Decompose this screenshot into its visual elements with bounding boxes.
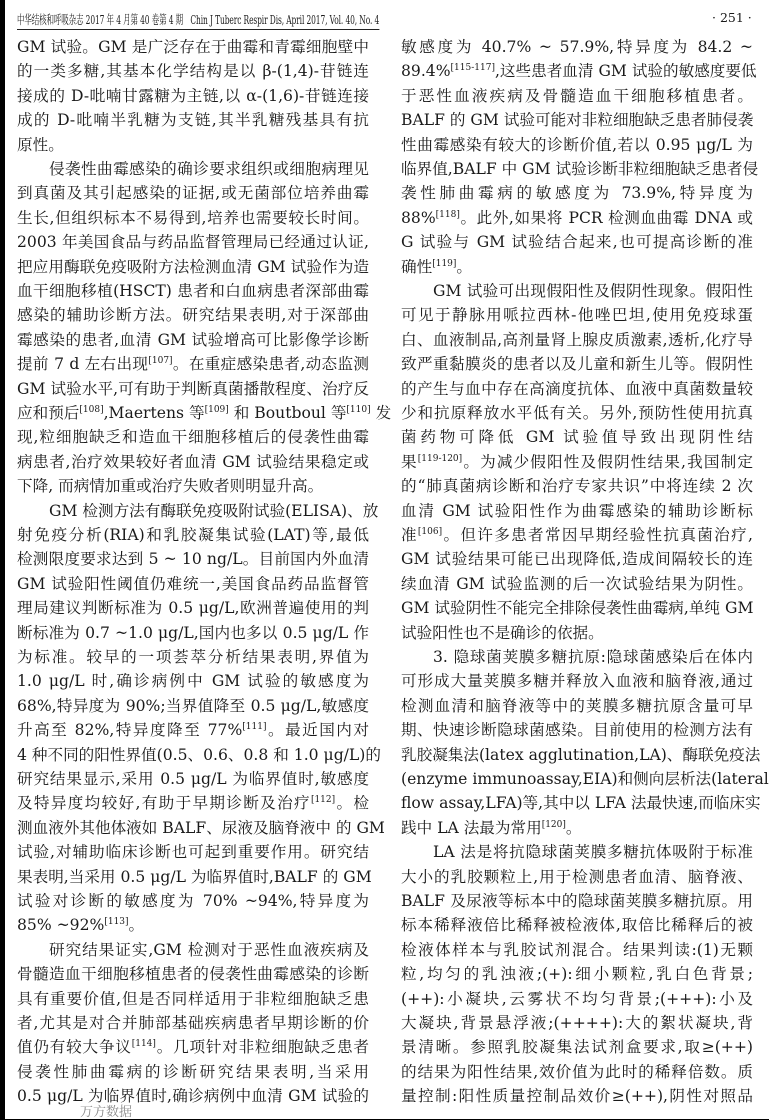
- text-run: 。在重症感染患者,动态监测: [172, 355, 369, 374]
- text-run: 果: [401, 452, 418, 471]
- text-run: 试验阳性也不是确诊的依据。: [401, 623, 604, 642]
- text-run: 。此外,如果将 PCR 检测血曲霉 DNA 或: [459, 208, 753, 227]
- text-run: 期、快速诊断隐球菌感染。目前使用的检测方法有: [401, 721, 753, 740]
- citation-reference: [113]: [104, 917, 129, 928]
- text-run: GM 试验水平,可有助于判断真菌播散程度、治疗反: [17, 379, 369, 398]
- text-run: 现,粒细胞缺乏和造血干细胞移植后的侵袭性曲霉: [17, 428, 369, 447]
- text-run: 1.0 μg/L 时,确诊病例中 GM 试验的敏感度为: [17, 672, 369, 691]
- text-line: [49, 940, 369, 960]
- text-run: 接成的 D-吡喃甘露糖为主链,以 α-(1,6)-苷链连接: [17, 86, 369, 105]
- text-line: [17, 354, 369, 374]
- text-line: [17, 476, 369, 496]
- text-run: 射免疫分析(RIA)和乳胶凝集试验(LAT)等,最低: [17, 526, 369, 544]
- text-run: (++):小凝块,云雾状不均匀背景;(+++):小及: [401, 989, 753, 1008]
- text-run: 检液体样本与乳胶试剂混合。结果判读:(1)无颗: [401, 940, 753, 959]
- text-line: [401, 964, 753, 984]
- text-line: [401, 379, 753, 399]
- text-line: [401, 501, 753, 521]
- text-run: 准: [401, 526, 418, 544]
- text-line: [401, 61, 757, 81]
- text-run: 。最近国内对: [266, 721, 369, 740]
- text-run: 菌药物可降低 GM 试验值导致出现阴性结: [401, 428, 753, 447]
- text-run: 景清晰。参照乳胶凝集法试剂盒要求,取≥(++): [401, 1038, 753, 1057]
- text-run: ,Maertens 等: [103, 404, 205, 422]
- page-number: · 251 ·: [712, 10, 752, 25]
- text-line: [401, 305, 753, 325]
- text-run: 4 种不同的阳性界值(0.5、0.6、0.8 和 1.0 μg/L)的: [17, 745, 381, 764]
- text-line: [401, 257, 753, 277]
- text-line: [401, 232, 753, 252]
- text-run: 。但许多患者常因早期经验性抗真菌治疗,: [442, 526, 753, 544]
- text-run: 可见于静脉用哌拉西林-他唑巴坦,使用免疫球蛋: [401, 306, 753, 325]
- text-line: [17, 793, 369, 813]
- text-run: 下降, 而病情加重或治疗失败者则明显升高。: [17, 477, 324, 496]
- text-line: [17, 964, 369, 984]
- text-line: [401, 745, 761, 765]
- text-line: [401, 86, 753, 106]
- text-line: [401, 915, 753, 935]
- text-line: [17, 379, 369, 399]
- text-line: [17, 452, 369, 472]
- text-line: [401, 867, 753, 887]
- text-line: [17, 232, 369, 252]
- text-line: [401, 208, 753, 228]
- text-line: [401, 598, 753, 618]
- text-run: 量控制:阳性质量控制品效价≥(++),阴性对照品: [401, 1087, 753, 1106]
- text-run: BALF 的 GM 试验可能对非粒细胞缺乏患者肺侵袭: [401, 111, 754, 130]
- text-run: GM 试验阴性不能完全排除侵袭性曲霉病,单纯 GM: [401, 599, 754, 618]
- text-line: [433, 281, 753, 301]
- text-run: 大凝块,背景悬浮液;(++++):大的絮状凝块,背: [401, 1014, 753, 1032]
- text-run: 的一类多糖,其基本化学结构是以 β-(1,4)-苷链连: [17, 62, 369, 81]
- text-line: [17, 61, 369, 81]
- text-line: [401, 354, 753, 374]
- running-header: 中华结核和呼吸杂志 2017 年 4 月第 40 卷第 4 期 Chin J Tuberc Respir Dis, April 2017, Vol. 40, No. 4: [17, 10, 379, 30]
- text-run: 的“肺真菌病诊断和治疗专家共识”中将连续 2 次: [401, 477, 753, 496]
- text-run: 续血清 GM 试验监测的后一次试验结果为阴性。: [401, 574, 753, 593]
- text-run: 乳胶凝集法(latex agglutination,LA)、酶联免疫法: [401, 745, 761, 764]
- text-line: [17, 1037, 369, 1057]
- text-line: [17, 720, 369, 740]
- citation-reference: [119]: [432, 258, 457, 269]
- text-line: [17, 135, 369, 155]
- text-run: 试验对诊断的敏感度为 70% ~94%,特异度为: [17, 892, 369, 910]
- text-run: 霉感染的患者,血清 GM 试验增高可比影像学诊断: [17, 330, 369, 349]
- text-run: 和 Boutboul 等: [228, 404, 347, 422]
- text-line: [17, 549, 369, 569]
- text-line: [17, 305, 369, 325]
- text-run: 研究结果证实,GM 检测对于恶性血液疾病及: [49, 940, 369, 959]
- text-line: [17, 696, 369, 716]
- text-run: 粒,均匀的乳浊液;(+):细小颗粒,乳白色背景;: [401, 965, 753, 984]
- text-run: 。几项针对非粒细胞缺乏患者: [155, 1038, 369, 1057]
- text-line: [401, 818, 753, 838]
- text-run: 成的 D-吡喃半乳糖为支链,其半乳糖残基具有抗: [17, 111, 369, 130]
- text-line: [401, 525, 753, 545]
- text-line: [401, 549, 753, 569]
- text-run: 把应用酶联免疫吸附方法检测血清 GM 试验作为造: [17, 257, 369, 276]
- text-run: 。: [456, 257, 473, 276]
- text-run: GM 检测方法有酶联免疫吸附试验(ELISA)、放: [49, 501, 379, 520]
- text-run: 检测限度要求达到 5 ~ 10 ng/L。目前国内外血清: [17, 550, 369, 569]
- citation-reference: [106]: [417, 527, 443, 537]
- text-line: [17, 208, 369, 228]
- text-line: [17, 647, 369, 667]
- text-run: 血清 GM 试验阳性作为曲霉感染的辅助诊断标: [401, 501, 753, 520]
- text-run: 病患者,治疗效果较好者血清 GM 试验结果稳定或: [17, 452, 369, 471]
- text-line: [401, 1062, 753, 1082]
- text-run: 89.4%: [401, 62, 451, 81]
- text-line: [17, 403, 392, 423]
- text-run: 为标准。较早的一项荟萃分析结果表明,界值为: [17, 648, 369, 666]
- text-run: 。: [128, 916, 145, 935]
- text-run: GM 试验。GM 是广泛存在于曲霉和青霉细胞壁中: [17, 38, 369, 56]
- text-line: [17, 183, 369, 203]
- text-line: [17, 86, 369, 106]
- text-run: 应和预后: [17, 404, 80, 422]
- text-run: 。: [565, 818, 582, 837]
- text-line: [17, 281, 369, 301]
- citation-reference: [114]: [131, 1039, 156, 1050]
- text-line: [401, 720, 753, 740]
- text-line: [17, 915, 369, 935]
- scan-border-left: [0, 0, 5, 1120]
- text-run: 发: [370, 404, 392, 422]
- text-line: [401, 671, 753, 691]
- text-line: [17, 110, 369, 130]
- text-line: [49, 501, 379, 521]
- text-run: 于恶性血液疾病及骨髓造血干细胞移植患者。: [401, 86, 753, 105]
- text-line: [17, 891, 369, 911]
- text-line: [433, 842, 753, 862]
- text-run: 。为减少假阳性及假阴性结果,我国制定: [462, 452, 753, 471]
- text-line: [17, 769, 369, 789]
- text-run: 断标准为 0.7 ~1.0 μg/L,国内也多以 0.5 μg/L 作: [17, 623, 369, 642]
- text-line: [17, 1013, 369, 1033]
- text-run: 试验,对辅助临床诊断也可起到重要作用。研究结: [17, 843, 369, 862]
- text-run: 感染的辅助诊断方法。研究结果表明,对于深部曲: [17, 306, 369, 325]
- text-line: [401, 183, 753, 203]
- citation-reference: [110]: [346, 405, 371, 415]
- text-run: 骨髓造血干细胞移植患者的侵袭性曲霉感染的诊断: [17, 965, 369, 984]
- text-run: 检测血清和脑脊液等中的荚膜多糖抗原含量可早: [401, 696, 753, 715]
- text-run: LA 法是将抗隐球菌荚膜多糖抗体吸附于标准: [433, 843, 753, 862]
- text-run: 致严重黏膜炎的患者以及儿童和新生儿等。假阴性: [401, 355, 753, 374]
- text-line: [401, 427, 753, 447]
- text-line: [401, 940, 753, 960]
- citation-reference: [115-117]: [450, 63, 495, 74]
- text-line: [17, 1062, 369, 1082]
- text-run: 践中 LA 法最为常用: [401, 818, 542, 837]
- text-line: [401, 891, 753, 911]
- right-column: [401, 0, 769, 1110]
- text-line: [401, 574, 753, 594]
- text-line: [433, 647, 753, 667]
- text-run: 生长,但组织标本不易得到,培养也需要较长时间。: [17, 208, 369, 227]
- text-run: 大小的乳胶颗粒上,用于检测患者血清、脑脊液、: [401, 867, 753, 886]
- text-run: 的结果为阳性结果,效价值为此时的稀释倍数。质: [401, 1062, 753, 1081]
- text-line: [401, 623, 753, 643]
- text-run: 侵袭性曲霉感染的确诊要求组织或细胞病理见: [49, 160, 369, 178]
- text-run: 少和抗原释放水平低有关。另外,预防性使用抗真: [401, 404, 753, 422]
- text-run: 升高至 82%,特异度降至 77%: [17, 721, 243, 740]
- text-run: 标本稀释液倍比稀释被检液体,取倍比稀释后的被: [401, 916, 753, 935]
- text-line: [17, 574, 369, 594]
- text-line: [17, 671, 369, 691]
- text-line: [401, 159, 759, 179]
- text-run: 理局建议判断标准为 0.5 μg/L,欧洲普遍使用的判: [17, 599, 369, 618]
- text-run: 到真菌及其引起感染的证据,或无菌部位培养曲霉: [17, 184, 369, 203]
- text-line: [17, 818, 385, 838]
- text-line: [17, 427, 369, 447]
- text-run: BALF 及尿液等标本中的隐球菌荚膜多糖抗原。用: [401, 892, 753, 910]
- text-line: [401, 37, 753, 57]
- text-run: 值仍有较大争议: [17, 1038, 132, 1057]
- text-run: 果表明,当采用 0.5 μg/L 为临界值时,BALF 的 GM: [17, 867, 372, 886]
- text-line: [401, 1013, 753, 1033]
- text-run: GM 试验阳性阈值仍难统一,美国食品药品监督管: [17, 574, 369, 593]
- text-line: [17, 989, 369, 1009]
- text-run: 85% ~92%: [17, 916, 105, 935]
- text-run: GM 试验可出现假阳性及假阴性现象。假阳性: [433, 282, 753, 300]
- text-run: ,这些患者血清 GM 试验的敏感度要低: [494, 62, 757, 81]
- text-run: 侵袭性肺曲霉病的诊断研究结果表明,当采用: [17, 1062, 369, 1081]
- text-line: [401, 330, 753, 350]
- text-line: [401, 1037, 753, 1057]
- citation-reference: [108]: [79, 405, 104, 415]
- citation-reference: [119-120]: [417, 453, 463, 464]
- left-column: [17, 0, 392, 1110]
- citation-reference: [109]: [204, 405, 229, 415]
- text-run: (enzyme immunoassay,EIA)和侧向层析法(lateral: [401, 770, 769, 788]
- text-run: 68%,特异度为 90%;当界值降至 0.5 μg/L,敏感度: [17, 696, 369, 715]
- text-run: 88%: [401, 208, 436, 227]
- text-run: 敏感度为 40.7% ~ 57.9%,特异度为 84.2 ~: [401, 38, 753, 56]
- text-line: [401, 403, 753, 423]
- citation-reference: [111]: [242, 722, 267, 733]
- citation-reference: [118]: [435, 209, 460, 220]
- text-run: 确性: [401, 257, 433, 276]
- text-line: [17, 37, 369, 57]
- text-line: [17, 525, 369, 545]
- text-run: 2003 年美国食品与药品监督管理局已经通过认证,: [17, 233, 369, 252]
- text-run: 临界值,BALF 中 GM 试验诊断非粒细胞缺乏患者侵: [401, 160, 759, 178]
- text-run: 3. 隐球菌荚膜多糖抗原:隐球菌感染后在体内: [433, 648, 753, 666]
- watermark: 万方数据: [80, 1105, 133, 1120]
- text-line: [401, 1086, 753, 1106]
- text-line: [401, 135, 753, 155]
- text-run: 及特异度均较好,有助于早期诊断及治疗: [17, 794, 311, 813]
- text-run: flow assay,LFA)等,其中以 LFA 法最快速,而临床实: [401, 794, 761, 813]
- text-run: 研究结果显示,采用 0.5 μg/L 为临界值时,敏感度: [17, 770, 369, 788]
- text-line: [17, 623, 369, 643]
- text-line: [401, 989, 753, 1009]
- text-run: 可形成大量荚膜多糖并释放入血液和脑脊液,通过: [401, 672, 753, 691]
- text-run: 提前 7 d 左右出现: [17, 355, 149, 374]
- text-run: 袭性肺曲霉病的敏感度为 73.9%,特异度为: [401, 184, 753, 203]
- text-run: 具有重要价值,但是否同样适用于非粒细胞缺乏患: [17, 989, 369, 1008]
- text-run: GM 试验结果可能已出现降低,造成间隔较长的连: [401, 550, 753, 569]
- text-line: [17, 867, 372, 887]
- text-run: G 试验与 GM 试验结合起来,也可提高诊断的准: [401, 233, 753, 252]
- text-run: 0.5 μg/L 为临界值时,确诊病例中血清 GM 试验的: [17, 1087, 369, 1106]
- text-line: [401, 476, 753, 496]
- citation-reference: [107]: [148, 356, 173, 367]
- text-run: 原性。: [17, 135, 64, 154]
- text-run: 测血液外其他体液如 BALF、尿液及脑脊液中 的 GM: [17, 818, 385, 837]
- text-run: 血干细胞移植(HSCT) 患者和白血病患者深部曲霉: [17, 282, 369, 300]
- text-line: [401, 793, 761, 813]
- citation-reference: [112]: [310, 795, 336, 806]
- text-line: [401, 769, 769, 789]
- text-line: [401, 110, 753, 130]
- text-line: [17, 257, 369, 277]
- text-line: [401, 696, 753, 716]
- text-line: [17, 842, 369, 862]
- citation-reference: [120]: [541, 819, 566, 830]
- text-run: 者,尤其是对合并肺部基础疾病患者早期诊断的价: [17, 1014, 369, 1032]
- text-line: [17, 330, 369, 350]
- text-line: [49, 159, 369, 179]
- text-run: 的产生与血中存在高滴度抗体、血液中真菌数量较: [401, 379, 753, 398]
- text-run: 。检: [335, 794, 369, 813]
- text-line: [401, 452, 753, 472]
- text-run: 性曲霉感染有较大的诊断价值,若以 0.95 μg/L 为: [401, 135, 753, 154]
- text-line: [17, 598, 369, 618]
- text-run: 白、血液制品,高剂量肾上腺皮质激素,透析,化疗导: [401, 330, 753, 349]
- text-line: [17, 745, 381, 765]
- text-line: [17, 1086, 369, 1106]
